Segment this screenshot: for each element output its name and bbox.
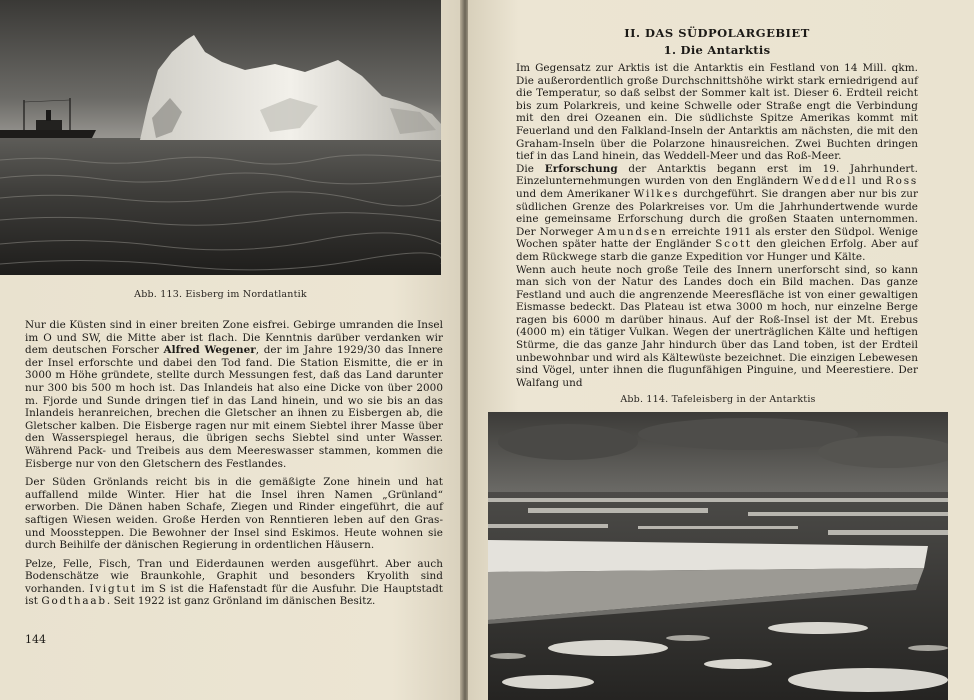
page-number: 144	[25, 633, 46, 646]
right-paragraph-3: Wenn auch heute noch große Teile des Innern unerforscht sind, so kann man sich von der Natur des Landes doch ein Bild machen. Das ganze Festland und auch die angrenzende Meeresfläche ist von einer gewaltigen Eismasse bedeckt. Das Plateau ist etwa 3000 m hoch, nur einzelne Berge ragen bis 6000 m darüber hinaus. Auf der Roß-Insel ist der Mt. Erebus (4000 m) ein tätiger Vulkan. Wegen der unerträglichen Kälte und heftigen Stürme, die das ganze Jahr hindurch über das Land toben, ist der Erdteil unbewohnbar und wird als Kältewüste bezeichnet. Die einzigen Lebewesen sind Vögel, unter ihnen die flugunfähigen Pinguine, und Meerestiere. Der Walfang und	[516, 263, 918, 389]
tabular-iceberg-photo-antarctica	[488, 412, 948, 700]
left-paragraph-3: Pelze, Felle, Fisch, Tran und Eiderdaunen werden ausgeführt. Aber auch Bodenschätze wie Braunkohle, Graphit und besonders Kryolith sind vorhanden. Ivigtut im S ist die Hafenstadt für die Ausfuhr. Die Hauptstadt ist Godthaab. Seit 1922 ist ganz Grönland im dänischen Besitz.	[25, 557, 443, 608]
left-paragraph-1: Nur die Küsten sind in einer breiten Zone eisfrei. Gebirge umranden die Insel im O und SW, die Mitte aber ist flach. Die Kenntnis darüber verdanken wir dem deutschen Forscher Alfred Wegener, der im Jahre 1929/30 das Innere der Insel erforschte und dabei den Tod fand. Die Station Eismitte, die er in 3000 m Höhe gründete, stellte durch Messungen fest, daß das Land darunter nur 300 bis 500 m hoch ist. Das Inlandeis hat also eine Dicke von über 2000 m. Fjorde und Sunde dringen tief in das Land hinein, und wo sie bis an das Inlandeis heranreichen, brechen die Gletscher an ihnen zu Eisbergen ab, die Gletscher kalben. Die Eisberge ragen nur mit einem Siebtel ihrer Masse über den Wasserspiegel heraus, die übrigen sechs Siebtel sind unter Wasser. Während Pack- und Treibeis aus dem Meereswasser stammen, kommen die Eisberge nur von den Gletschern des Festlandes.	[25, 319, 443, 470]
chapter-subtitle: 1. Die Antarktis	[663, 43, 771, 57]
left-page-text	[25, 319, 443, 608]
section-title: II. DAS SÜDPOLARGEBIET	[624, 26, 810, 40]
left-paragraph-2: Der Süden Grönlands reicht bis in die gemäßigte Zone hinein und hat auffallend milde Winter. Hier hat die Insel ihren Namen „Grünland“ erworben. Die Dänen haben Schafe, Ziegen und Rinder eingeführt, die auf saftigen Wiesen weiden. Große Herden von Renntieren leben auf den Gras- und Moossteppen. Die Bewohner der Insel sind Eskimos. Heute wohnen sie durch Beihilfe der dänischen Regierung in ordentlichen Häusern.	[25, 476, 443, 552]
right-paragraph-2: Die Erforschung der Antarktis begann erst im 19. Jahrhundert. Einzelunternehmungen wurden von den Engländern Weddell und Ross und dem Amerikaner Wilkes durchgeführt. Sie drangen aber nur bis zur südlichen Grenze des Polarkreises vor. Um die Jahrhundertwende wurde eine gemeinsame Erforschung durch die großen Staaten unternommen. Der Norweger Amundsen erreichte 1911 als erster den Südpol. Wenige Wochen später hatte der Engländer Scott den gleichen Erfolg. Aber auf dem Rückwege starb die ganze Expedition vor Hunger und Kälte.	[516, 162, 919, 263]
right-page-text	[516, 62, 918, 389]
figure-caption-113: Abb. 113. Eisberg im Nordatlantik	[134, 289, 307, 300]
figure-caption-114: Abb. 114. Tafeleisberg in der Antarktis	[620, 394, 816, 405]
iceberg-photo-north-atlantic	[0, 0, 441, 275]
right-paragraph-1: Im Gegensatz zur Arktis ist die Antarktis ein Festland von 14 Mill. qkm. Die außerordentlich große Durchschnittshöhe wirkt stark erniedrigend auf die Temperatur, so daß selbst der Sommer kalt ist. Dieser 6. Erdteil reicht bis zum Polarkreis, und keine Schwelle oder Straße engt die Verbindung mit den drei Ozeanen ein. Die südlichste Spitze Amerikas kommt mit Feuerland und den Falkland-Inseln der Antarktis am nächsten, die mit den Graham-Inseln über die Polarzone hinausreichen. Zwei Buchten dringen tief in das Land hinein, das Weddell-Meer und das Roß-Meer.	[516, 62, 918, 163]
